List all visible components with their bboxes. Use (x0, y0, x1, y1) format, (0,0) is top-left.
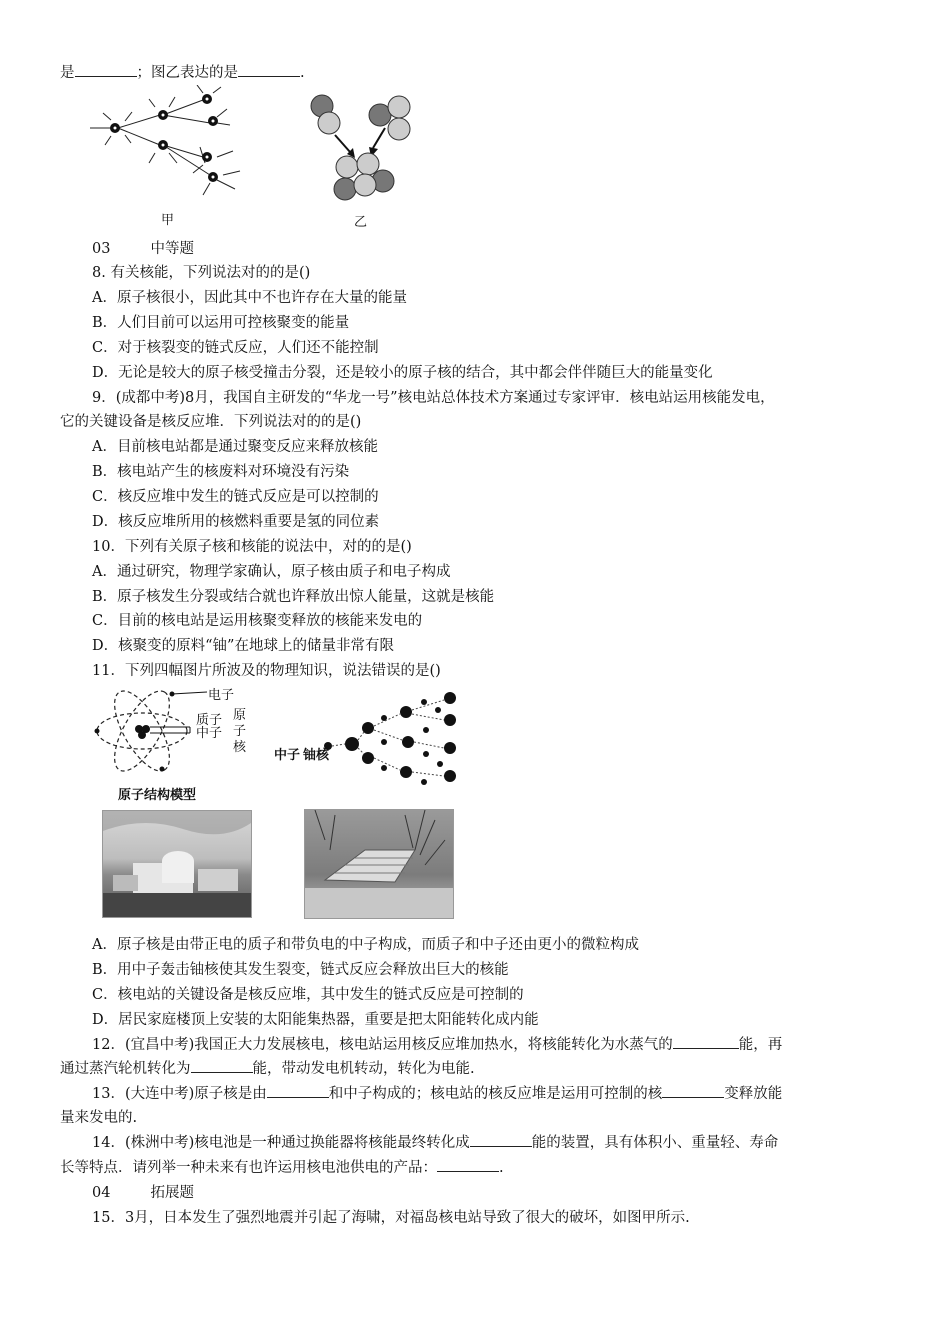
fission-figure (300, 690, 470, 795)
q8-option-c[interactable]: C．对于核裂变的链式反应，人们还不能控制 (92, 340, 379, 356)
nuclear-plant-drawing (103, 811, 251, 917)
answer-blank[interactable] (191, 1058, 253, 1073)
q14-line1: 14．(株洲中考)核电池是一种通过换能器将核能最终转化成 能的装置，具有体积小、重量轻、寿命 (92, 1132, 778, 1154)
chain-reaction-figure (85, 85, 255, 205)
atom-nucleus-label: 原子核 (233, 708, 247, 755)
answer-blank[interactable] (437, 1157, 499, 1172)
q9-option-d[interactable]: D．核反应堆所用的核燃料重要是氢的同位素 (92, 514, 380, 530)
q12-line2: 通过蒸汽轮机转化为 能，带动发电机转动，转化为电能. (60, 1058, 475, 1080)
q8-option-a[interactable]: A．原子核很小，因此其中不也许存在大量的能量 (92, 290, 407, 306)
q9-stem-line1: 9．(成都中考)8月，我国自主研发的“华龙一号”核电站总体技术方案通过专家评审．核电站运用核能发电， (92, 390, 775, 406)
q14-line2: 长等特点．请列举一种未来有也许运用核电池供电的产品： . (60, 1157, 504, 1179)
q11-stem: 11．下列四幅图片所波及的物理知识，说法错误的是() (92, 663, 441, 679)
fusion-figure (305, 92, 420, 207)
q10-option-c[interactable]: C．目前的核电站是运用核聚变释放的核能来发电的 (92, 613, 423, 629)
q8-option-b[interactable]: B．人们目前可以运用可控核聚变的能量 (92, 315, 350, 331)
q11-option-c[interactable]: C．核电站的关键设备是核反应堆，其中发生的链式反应是可控制的 (92, 987, 524, 1003)
answer-blank[interactable] (238, 62, 300, 77)
q12-line1: 12．(宜昌中考)我国正大力发展核电，核电站运用核反应堆加热水，将核能转化为水蒸气的 能，再 (92, 1034, 782, 1056)
answer-blank[interactable] (75, 62, 137, 77)
q11-option-a[interactable]: A．原子核是由带正电的质子和带负电的中子构成，而质子和中子还由更小的微粒构成 (92, 937, 639, 953)
answer-blank[interactable] (673, 1034, 739, 1049)
answer-blank[interactable] (470, 1132, 532, 1147)
solar-collector-photo (304, 809, 454, 919)
q15-stem: 15．3月，日本发生了强烈地震并引起了海啸，对福岛核电站导致了很大的破坏，如图甲所示. (92, 1210, 690, 1226)
nuclear-plant-photo (102, 810, 252, 918)
atom-proton-label: 质子 (196, 713, 223, 728)
q10-option-d[interactable]: D．核聚变的原料“铀”在地球上的储量非常有限 (92, 638, 394, 654)
atom-electron-label: 电子 (208, 688, 235, 703)
q13-line1: 13．(大连中考)原子核是由 和中子构成的；核电站的核反应堆是运用可控制的核 变释放能 (92, 1083, 782, 1105)
fission-neutron-label: 中子 (274, 748, 301, 763)
section-header: 03 中等题 (92, 241, 194, 257)
fission-uranium-label: 铀核 (303, 748, 330, 763)
answer-blank[interactable] (662, 1083, 724, 1098)
atom-model-caption: 原子结构模型 (118, 788, 197, 803)
q10-stem: 10．下列有关原子核和核能的说法中，对的的是() (92, 539, 412, 555)
figure-jia-label: 甲 (161, 213, 175, 228)
q10-option-b[interactable]: B．原子核发生分裂或结合就也许释放出惊人能量，这就是核能 (92, 589, 495, 605)
answer-blank[interactable] (267, 1083, 329, 1098)
q9-option-a[interactable]: A．目前核电站都是通过聚变反应来释放核能 (92, 439, 378, 455)
atom-neutron-label: 中子 (196, 726, 223, 741)
q9-stem-line2: 它的关键设备是核反应堆．下列说法对的的是() (60, 414, 362, 430)
section-header: 04 拓展题 (92, 1185, 194, 1201)
q11-option-b[interactable]: B．用中子轰击铀核使其发生裂变，链式反应会释放出巨大的核能 (92, 962, 509, 978)
q11-option-d[interactable]: D．居民家庭楼顶上安装的太阳能集热器，重要是把太阳能转化成内能 (92, 1012, 539, 1028)
q9-option-c[interactable]: C．核反应堆中发生的链式反应是可以控制的 (92, 489, 379, 505)
solar-collector-drawing (305, 810, 453, 918)
top-question-line: 是 ；图乙表达的是 . (60, 62, 305, 84)
q9-option-b[interactable]: B．核电站产生的核废料对环境没有污染 (92, 464, 350, 480)
q8-option-d[interactable]: D．无论是较大的原子核受撞击分裂，还是较小的原子核的结合，其中都会伴伴随巨大的能量变化 (92, 365, 713, 381)
q8-stem: 8. 有关核能，下列说法对的的是() (92, 265, 311, 281)
q10-option-a[interactable]: A．通过研究，物理学家确认，原子核由质子和电子构成 (92, 564, 451, 580)
figure-yi-label: 乙 (354, 215, 368, 230)
q13-line2: 量来发电的. (60, 1110, 138, 1126)
